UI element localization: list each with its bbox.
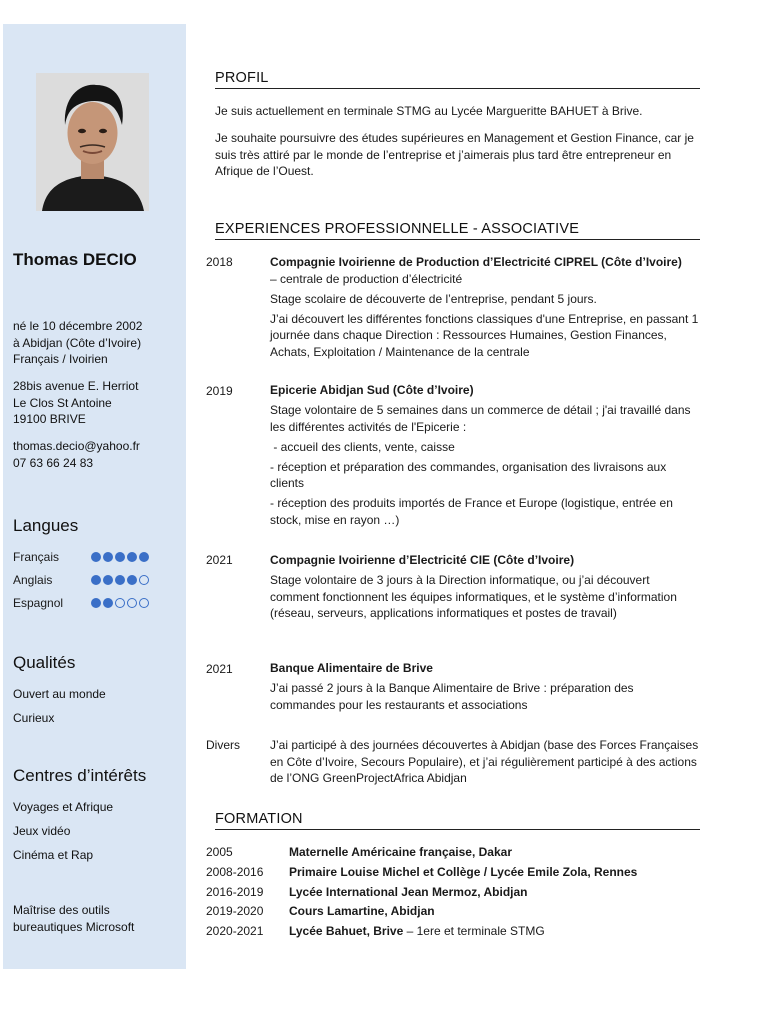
- language-level-dots: [91, 598, 149, 608]
- language-level-dots: [91, 575, 149, 585]
- formation-row: 2019-2020 Cours Lamartine, Abidjan: [206, 904, 435, 918]
- section-title-experiences: EXPERIENCES PROFESSIONNELLE - ASSOCIATIVE: [215, 221, 700, 240]
- experience-year: Divers: [206, 738, 241, 752]
- language-row: Anglais: [13, 573, 173, 591]
- formation-row: 2008-2016 Primaire Louise Michel et Collège / Lycée Emile Zola, Rennes: [206, 865, 638, 879]
- quality-item: Curieux: [13, 711, 55, 725]
- level-dot-filled: [91, 598, 101, 608]
- experience-entry: J’ai participé à des journées découvertes à Abidjan (base des Forces Françaises en Côte d’Ivoire, Secours Populaire), et j’ai régulièrement participé à des actions de l’ONG GreenProjectAfrica Abidjan: [270, 738, 699, 785]
- languages-heading: Langues: [13, 516, 79, 535]
- formation-row: 2016-2019 Lycée International Jean Mermoz, Abidjan: [206, 885, 528, 899]
- interest-item: Cinéma et Rap: [13, 848, 94, 862]
- birth-info: né le 10 décembre 2002 à Abidjan (Côte d’Ivoire) Français / Ivoirien: [13, 319, 143, 366]
- level-dot-empty: [115, 598, 125, 608]
- address: 28bis avenue E. Herriot Le Clos St Antoine 19100 BRIVE: [13, 379, 139, 426]
- experience-entry: Epicerie Abidjan Sud (Côte d’Ivoire) Stage volontaire de 5 semaines dans un commerce de détail ; j'ai travaillé dans les différentes activités de l'Epicerie : - accueil des clients, vente, caisse - réception et préparation des commandes, organisation des livraisons aux clients - réception des produits importés de France et Europe (logistique, entrée en stock, mise en rayon …): [270, 383, 691, 527]
- experience-year: 2021: [206, 662, 233, 676]
- level-dot-filled: [115, 552, 125, 562]
- contact-info: [13, 438, 140, 471]
- level-dot-filled: [103, 598, 113, 608]
- language-row: Espagnol: [13, 596, 173, 614]
- experience-entry: Compagnie Ivoirienne d’Electricité CIE (Côte d’Ivoire) Stage volontaire de 3 jours à la Direction informatique, ou j’ai découvert comment fonctionnent les équipes informatiques, et le système d’information (réseau, serveurs, applications informatiques et postes de travail): [270, 553, 677, 620]
- level-dot-filled: [127, 552, 137, 562]
- language-level-dots: [91, 552, 149, 562]
- email[interactable]: thomas.decio@yahoo.fr: [13, 439, 140, 453]
- formation-row: 2020-2021 Lycée Bahuet, Brive – 1ere et terminale STMG: [206, 924, 545, 938]
- experience-entry: Compagnie Ivoirienne de Production d’Electricité CIPREL (Côte d’Ivoire) – centrale de production d’électricité Stage scolaire de découverte de l’entreprise, pendant 5 jours. J’ai découvert les différentes fonctions classiques d'une Entreprise, en passant 1 journée dans chaque Direction : Ressources Humaines, Gestion Finances, Achats, Exploitation / Maintenance de la centrale: [270, 255, 699, 359]
- quality-item: Ouvert au monde: [13, 687, 106, 701]
- interest-item: Jeux vidéo: [13, 824, 71, 838]
- experience-entry: Banque Alimentaire de Brive J’ai passé 2 jours à la Banque Alimentaire de Brive : préparation des commandes pour les restaurants et associations: [270, 661, 634, 712]
- experience-year: 2019: [206, 384, 233, 398]
- interest-item: Voyages et Afrique: [13, 800, 114, 814]
- level-dot-filled: [91, 552, 101, 562]
- profile-paragraph: Je suis actuellement en terminale STMG au Lycée Margueritte BAHUET à Brive.: [215, 104, 643, 118]
- level-dot-empty: [127, 598, 137, 608]
- experience-year: 2018: [206, 255, 233, 269]
- qualities-heading: Qualités: [13, 653, 76, 672]
- level-dot-filled: [91, 575, 101, 585]
- portrait-icon: [36, 73, 149, 211]
- phone: 07 63 66 24 83: [13, 455, 94, 470]
- tools-skill: Maîtrise des outils bureautiques Microsoft: [13, 903, 135, 934]
- candidate-name: Thomas DECIO: [13, 250, 137, 269]
- level-dot-filled: [103, 575, 113, 585]
- language-row: Français: [13, 550, 173, 568]
- level-dot-empty: [139, 575, 149, 585]
- formation-row: 2005 Maternelle Américaine française, Dakar: [206, 845, 513, 859]
- level-dot-filled: [103, 552, 113, 562]
- level-dot-filled: [127, 575, 137, 585]
- experience-year: 2021: [206, 553, 233, 567]
- section-title-profil: PROFIL: [215, 70, 700, 89]
- level-dot-empty: [139, 598, 149, 608]
- level-dot-filled: [139, 552, 149, 562]
- interests-heading: Centres d’intérêts: [13, 766, 147, 785]
- profile-paragraph: Je souhaite poursuivre des études supérieures en Management et Gestion Finance, car je suis très attiré par le monde de l’entreprise et j’aimerais plus tard être entrepreneur en Afrique de l’Ouest.: [215, 131, 694, 178]
- section-title-formation: FORMATION: [215, 811, 700, 830]
- profile-photo: [36, 73, 149, 211]
- level-dot-filled: [115, 575, 125, 585]
